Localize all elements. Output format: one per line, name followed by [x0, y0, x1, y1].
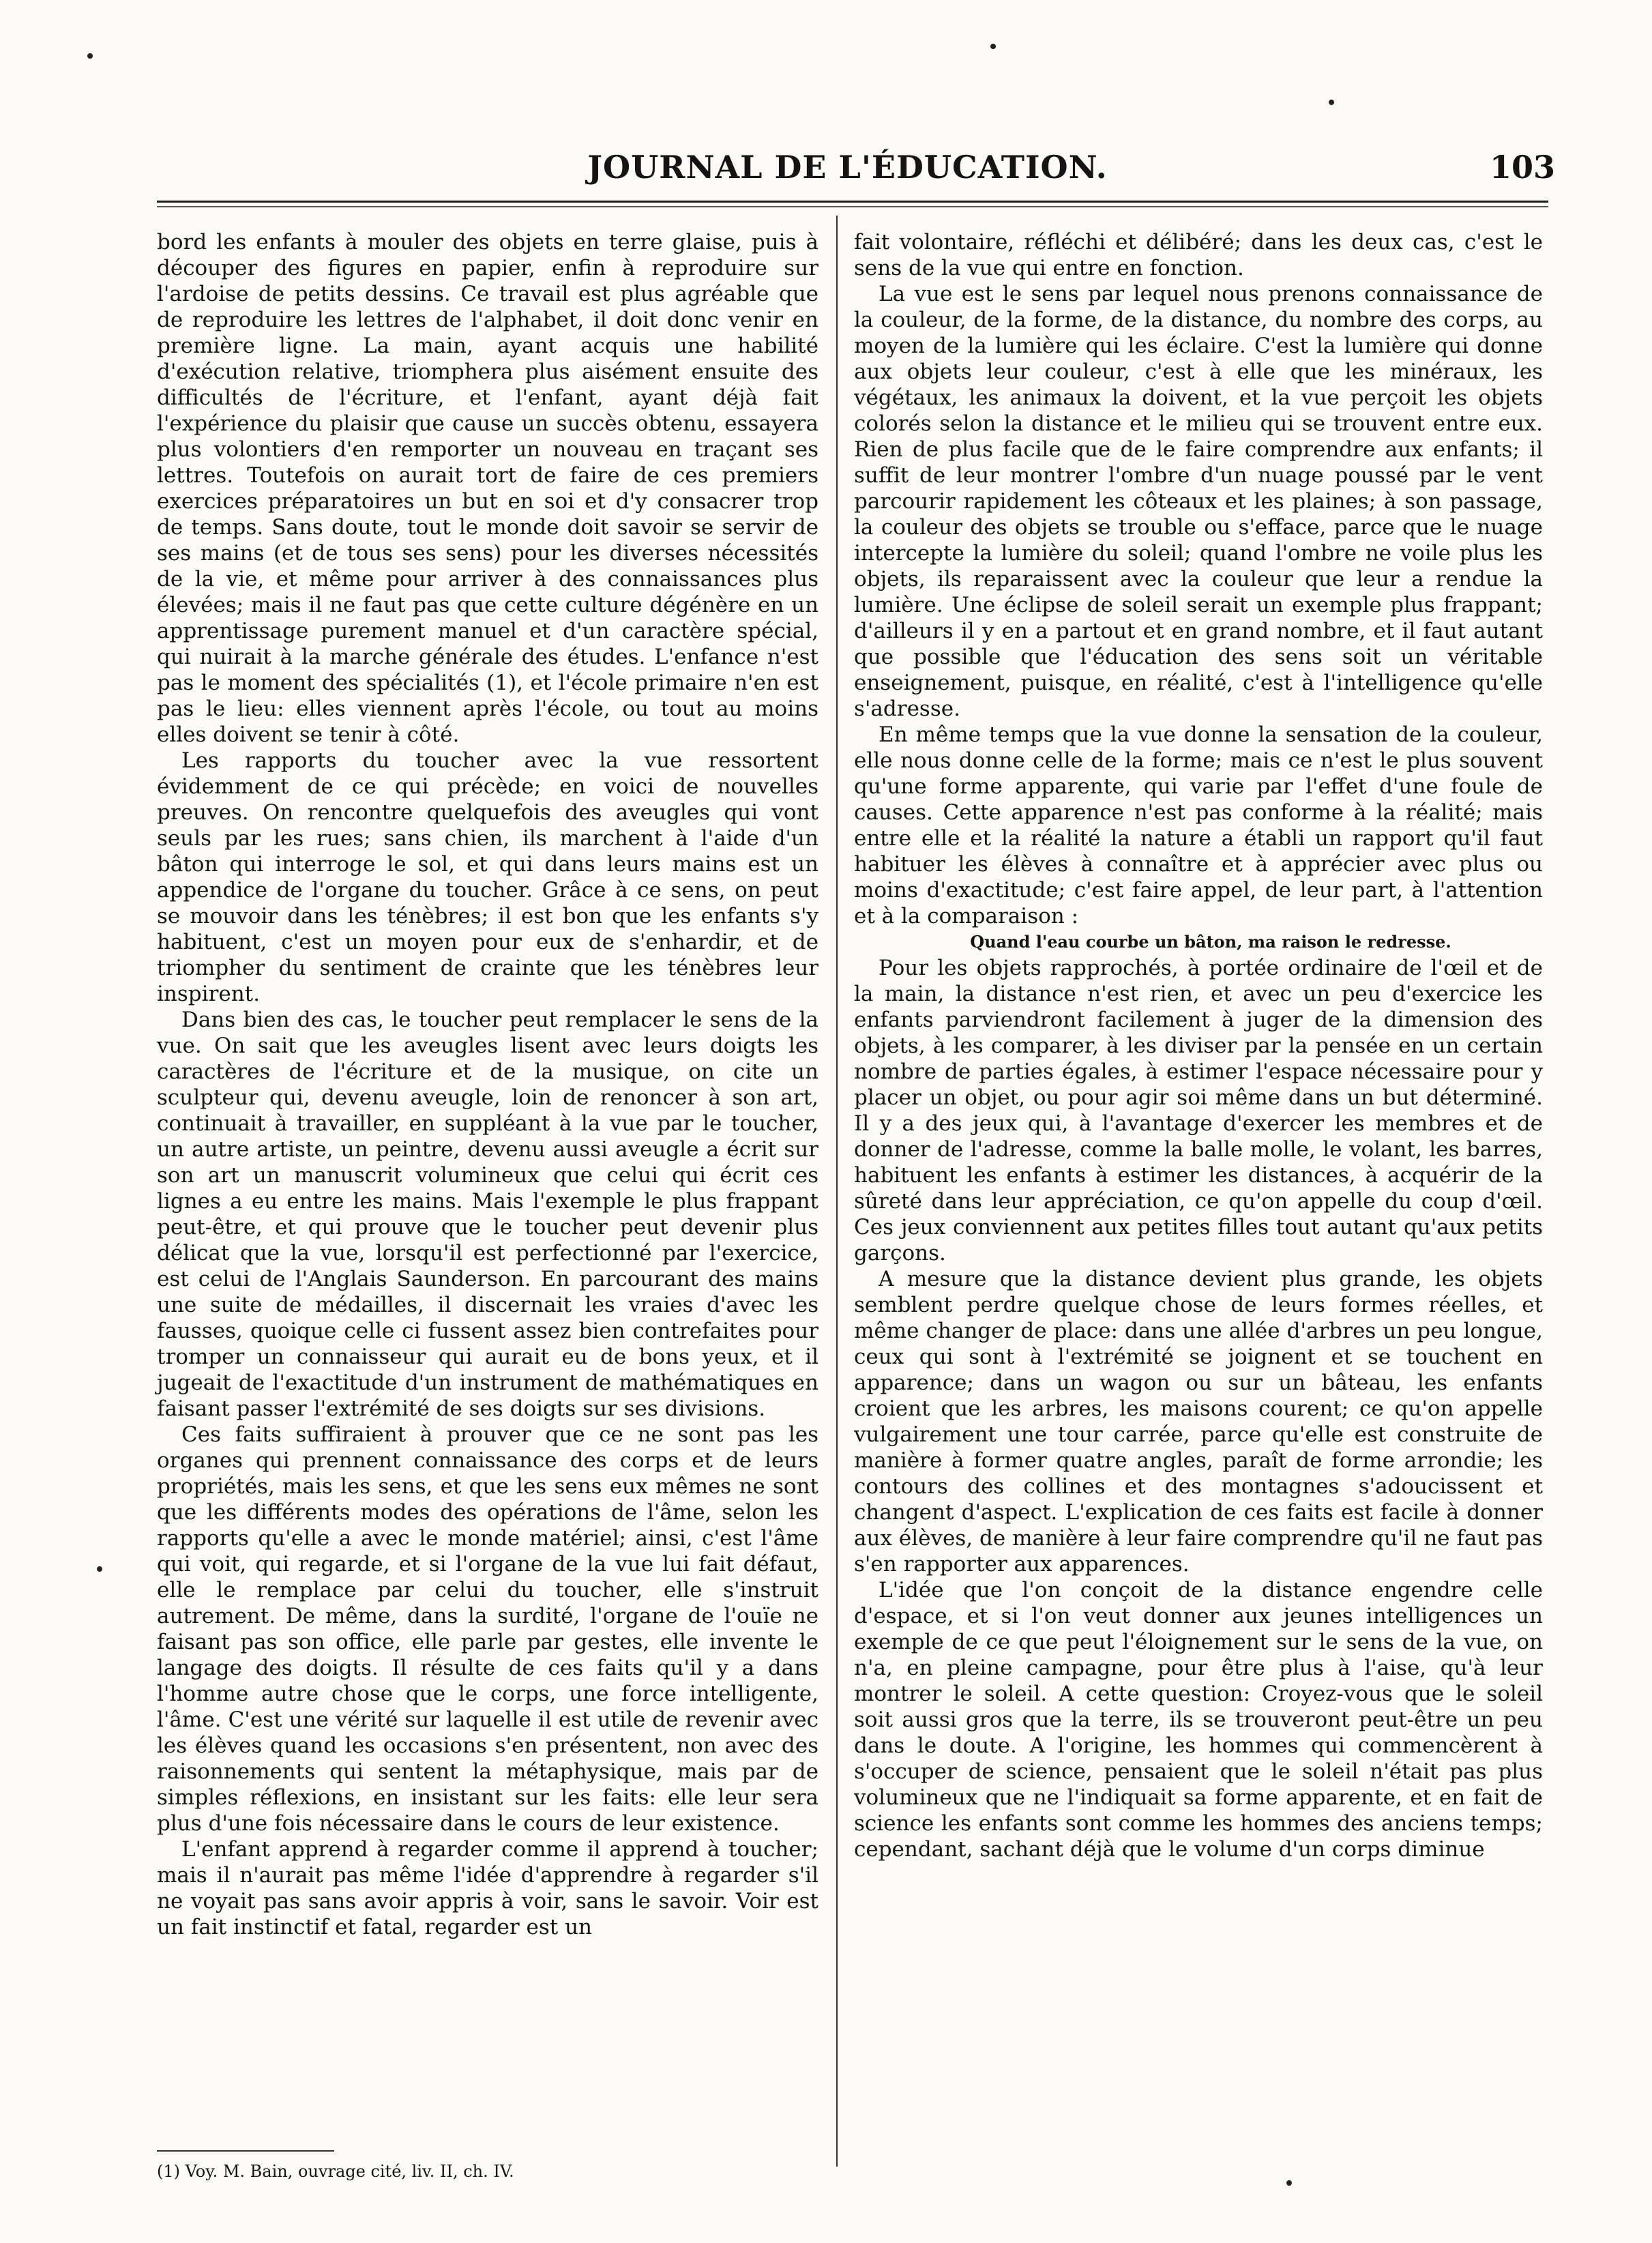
- column-divider: [836, 216, 838, 2167]
- paragraph: Ces faits suffiraient à prouver que ce ne sont pas les organes qui prennent connaissance des corps et de leurs propriétés, mais les sens, et que les sens eux mêmes ne sont que les différents modes des opérations de l'âme, selon les rapports qu'elle a avec le monde matériel; ainsi, c'est l'âme qui voit, qui regarde, et si l'organe de la vue lui fait défaut, elle le remplace par celui du toucher, elle s'instruit autrement. De même, dans la surdité, l'organe de l'ouïe ne faisant pas son office, elle parle par gestes, elle invente le langage des doigts. Il résulte de ces faits qu'il y a dans l'homme autre chose que le corps, une force intelligente, l'âme. C'est une vérité sur laquelle il est utile de revenir avec les élèves quand les occasions s'en présentent, non avec des raisonnements qui sentent la métaphysique, mais par de simples réflexions, en insistant sur les faits: elle leur sera plus d'une fois nécessaire dans le cours de leur existence.: [157, 1422, 818, 1836]
- paragraph: Pour les objets rapprochés, à portée ordinaire de l'œil et de la main, la distance n'est rien, et avec un peu d'exercice les enfants parviendront facilement à juger de la dimension des objets, à les comparer, à les diviser par la pensée en un certain nombre de parties égales, à estimer l'espace nécessaire pour y placer un objet, ou pour agir soi même dans un but déterminé. Il y a des jeux qui, à l'avantage d'exercer les membres et de donner de l'adresse, comme la balle molle, le volant, les barres, habituent les enfants à estimer les distances, à acquérir de la sûreté dans leur appréciation, ce qu'on appelle du coup d'œil. Ces jeux conviennent aux petites filles tout autant qu'aux petits garçons.: [854, 956, 1543, 1265]
- print-speck: [1329, 100, 1334, 105]
- header-rule: [157, 201, 1548, 203]
- left-column: [157, 229, 818, 1940]
- paragraph: En même temps que la vue donne la sensation de la couleur, elle nous donne celle de la forme; mais ce n'est le plus souvent qu'une forme apparente, qui varie par l'effet d'une foule de causes. Cette apparence n'est pas conforme à la réalité; mais entre elle et la réalité la nature a établi un rapport qu'il faut habituer les élèves à connaître et à apprécier avec plus ou moins d'exactitude; c'est faire appel, de leur part, à l'attention et à la comparaison :: [854, 722, 1543, 928]
- journal-title: JOURNAL DE L'ÉDUCATION.: [587, 149, 1108, 186]
- footnote: (1) Voy. M. Bain, ouvrage cité, liv. II, ch. IV.: [157, 2162, 514, 2181]
- print-speck: [87, 53, 93, 59]
- maxim-quote: Quand l'eau courbe un bâton, ma raison le redresse.: [970, 932, 1451, 952]
- print-speck: [990, 44, 996, 49]
- print-speck: [97, 1566, 102, 1572]
- paragraph: bord les enfants à mouler des objets en terre glaise, puis à découper des figures en papier, enfin à reproduire sur l'ardoise de petits dessins. Ce travail est plus agréable que de reproduire les lettres de l'alphabet, il doit donc venir en première ligne. La main, ayant acquis une habilité d'exécution relative, triomphera plus aisément ensuite des difficultés de l'écriture, et l'enfant, ayant déjà fait l'expérience du plaisir que cause un succès obtenu, essayera plus volontiers d'en remporter un nouveau en traçant ses lettres. Toutefois on aurait tort de faire de ces premiers exercices préparatoires un but en soi et d'y consacrer trop de temps. Sans doute, tout le monde doit savoir se servir de ses mains (et de tous ses sens) pour les diverses nécessités de la vie, et même pour arriver à des connaissances plus élevées; mais il ne faut pas que cette culture dégénère en un apprentissage purement manuel et d'un caractère spécial, qui nuirait à la marche générale des études. L'enfance n'est pas le moment des spécialités (1), et l'école primaire n'en est pas le lieu: elles viennent après l'école, ou tout au moins elles doivent se tenir à côté.: [157, 230, 818, 747]
- page-header: [140, 149, 1555, 190]
- paragraph: A mesure que la distance devient plus grande, les objets semblent perdre quelque chose de leurs formes réelles, et même changer de place: dans une allée d'arbres un peu longue, ceux qui sont à l'extrémité se joignent et se touchent en apparence; dans un wagon ou sur un bâteau, les enfants croient que les arbres, les maisons courent; ce qu'on appelle vulgairement une tour carrée, parce qu'elle est construite de manière à former quatre angles, paraît de forme arrondie; les contours des collines et des montagnes s'adoucissent et changent d'aspect. L'explication de ces faits est facile à donner aux élèves, de manière à leur faire comprendre qu'il ne faut pas s'en rapporter aux apparences.: [854, 1267, 1543, 1577]
- footnote-rule: [157, 2150, 334, 2152]
- paragraph: fait volontaire, réfléchi et délibéré; dans les deux cas, c'est le sens de la vue qui entre en fonction.: [854, 230, 1543, 280]
- paragraph: Les rapports du toucher avec la vue ressortent évidemment de ce qui précède; en voici de nouvelles preuves. On rencontre quelquefois des aveugles qui vont seuls par les rues; sans chien, ils marchent à l'aide d'un bâton qui interroge le sol, et qui dans leurs mains est un appendice de l'organe du toucher. Grâce à ce sens, on peut se mouvoir dans les ténèbres; il est bon que les enfants s'y habituent, c'est un moyen pour eux de s'enhardir, et de triompher du sentiment de crainte que les ténèbres leur inspirent.: [157, 748, 818, 1006]
- paragraph: Dans bien des cas, le toucher peut remplacer le sens de la vue. On sait que les aveugles lisent avec leurs doigts les caractères de l'écriture et de la musique, on cite un sculpteur qui, devenu aveugle, loin de renoncer à son art, continuait à travailler, en suppléant à la vue par le toucher, un autre artiste, un peintre, devenu aussi aveugle a écrit sur son art un manuscrit volumineux que celui qui écrit ces lignes a eu entre les mains. Mais l'exemple le plus frappant peut-être, et qui prouve que le toucher peut devenir plus délicat que la vue, lorsqu'il est perfectionné par l'exercice, est celui de l'Anglais Saunderson. En parcourant des mains une suite de médailles, il discernait les vraies d'avec les fausses, quoique celle ci fussent assez bien contrefaites pour tromper un connaisseur qui aurait eu de bons yeux, et il jugeait de l'exactitude d'un instrument de mathématiques en faisant passer l'extrémité de ses doigts sur ses divisions.: [157, 1008, 818, 1421]
- print-speck: [1286, 2180, 1292, 2186]
- right-column: [854, 229, 1543, 1862]
- paragraph: La vue est le sens par lequel nous prenons connaissance de la couleur, de la forme, de la distance, du nombre des corps, au moyen de la lumière qui les éclaire. C'est la lumière qui donne aux objets leur couleur, c'est à elle que les minéraux, les végétaux, les animaux la doivent, et la vue perçoit les objets colorés selon la distance et le milieu qui se trouvent entre eux. Rien de plus facile que de le faire comprendre aux enfants; il suffit de leur montrer l'ombre d'un nuage poussé par le vent parcourir rapidement les côteaux et les plaines; à son passage, la couleur des objets se trouble ou s'efface, parce que le nuage intercepte la lumière du soleil; quand l'ombre ne voile plus les objets, ils reparaissent avec la couleur que leur a rendue la lumière. Une éclipse de soleil serait un exemple plus frappant; d'ailleurs il y en a partout et en grand nombre, et il faut autant que possible que l'éducation des sens soit un véritable enseignement, puisque, en réalité, c'est à l'intelligence qu'elle s'adresse.: [854, 282, 1543, 721]
- paragraph: L'enfant apprend à regarder comme il apprend à toucher; mais il n'aurait pas même l'idée d'apprendre à regarder s'il ne voyait pas sans avoir appris à voir, sans le savoir. Voir est un fait instinctif et fatal, regarder est un: [157, 1837, 818, 1939]
- page-number: 103: [1489, 149, 1555, 186]
- paragraph: L'idée que l'on conçoit de la distance engendre celle d'espace, et si l'on veut donner aux jeunes intelligences un exemple de ce que peut l'éloignement sur le sens de la vue, on n'a, en pleine campagne, pour être plus à l'aise, qu'à leur montrer le soleil. A cette question: Croyez-vous que le soleil soit aussi gros que la terre, ils se trouveront peut-être un peu dans le doute. A l'origine, les hommes qui commencèrent à s'occuper de science, pensaient que le soleil n'était pas plus volumineux que ne l'indiquait sa forme apparente, et en fait de science les enfants sont comme les hommes des anciens temps; cependant, sachant déjà que le volume d'un corps diminue: [854, 1578, 1543, 1862]
- header-rule-thin: [157, 206, 1548, 207]
